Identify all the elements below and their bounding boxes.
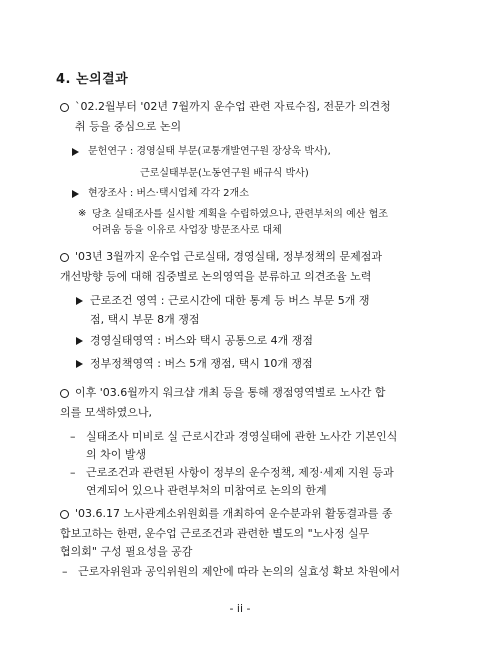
item-text: 협의회" 구성 필요성을 공감: [60, 545, 193, 558]
dash-bullet: –: [62, 565, 68, 578]
dash-item-text: 근로조건과 관련된 사항이 정부의 운수정책, 제정·세제 지원 등과: [86, 466, 394, 479]
page-number: - ii -: [229, 602, 251, 615]
item-text: 개선방향 등에 대해 집중별로 논의영역을 분류하고 의견조율 노력: [60, 270, 372, 283]
circle-bullet: [60, 389, 69, 398]
item-text: 합보고하는 한편, 운수업 근로조건과 관련한 별도의 "노사정 실무: [60, 527, 370, 540]
item-text: '03.6.17 노사관계소위원회를 개최하여 운수분과위 활동결과를 종: [75, 507, 393, 520]
dash-bullet: –: [70, 466, 76, 479]
circle-bullet: [60, 103, 69, 112]
triangle-bullet: [72, 148, 79, 156]
section-title: 4. 논의결과: [56, 72, 129, 87]
dash-item-text: 연계되어 있으나 관련부처의 미참여로 논의의 한계: [86, 484, 327, 497]
subitem-text: 문헌연구 : 경영실태 부문(교통개발연구원 장상욱 박사),: [88, 146, 331, 157]
subitem-text: 현장조사 : 버스·택시업체 각각 2개소: [88, 188, 249, 199]
item-text: '03년 3월까지 운수업 근로실태, 경영실태, 정부정책의 문제점과: [75, 250, 383, 263]
triangle-bullet: [72, 190, 79, 198]
item-text: 취 등을 중심으로 논의: [75, 120, 182, 133]
note-text: 어려움 등을 이유로 사업장 방문조사로 대체: [92, 225, 282, 236]
subitem-text: 경영실태영역 : 버스와 택시 공통으로 4개 쟁점: [90, 334, 313, 347]
item-text: `02.2월부터 '02년 7월까지 운수업 관련 자료수집, 전문가 의견청: [75, 100, 391, 113]
dash-item-text: 근로자위원과 공익위원의 제안에 따라 논의의 실효성 확보 차원에서: [78, 565, 401, 578]
asterisk-note-icon: ※: [78, 208, 87, 219]
triangle-bullet: [76, 337, 83, 345]
triangle-bullet: [76, 297, 83, 305]
dash-bullet: –: [70, 430, 76, 443]
item-text: 의를 모색하였으나,: [60, 406, 153, 419]
dash-item-text: 의 차이 발생: [86, 448, 147, 461]
subitem-text: 점, 택시 부문 8개 쟁점: [90, 313, 200, 326]
item-text: 이후 '03.6월까지 워크샵 개최 등을 통해 쟁점영역별로 노사간 합: [75, 386, 386, 399]
subitem-text: 정부정책영역 : 버스 5개 쟁점, 택시 10개 쟁점: [90, 357, 313, 370]
note-text: 당초 실태조사를 실시할 계획을 수립하였으나, 관련부처의 예산 협조: [92, 209, 388, 220]
triangle-bullet: [76, 360, 83, 368]
circle-bullet: [60, 510, 69, 519]
subitem-text: 근로조건 영역 : 근로시간에 대한 통계 등 버스 부문 5개 쟁: [90, 294, 370, 307]
dash-item-text: 실태조사 미비로 실 근로시간과 경영실태에 관한 노사간 기본인식: [86, 430, 398, 443]
circle-bullet: [60, 253, 69, 262]
subitem-text: 근로실태부문(노동연구원 배규식 박사): [140, 168, 309, 179]
